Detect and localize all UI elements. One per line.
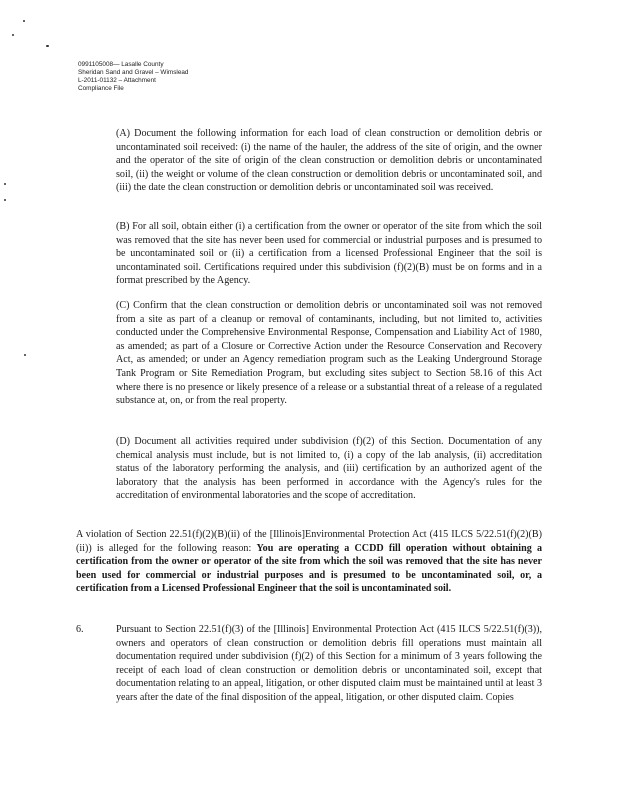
paragraph-d: (D) Document all activities required under subdivision (f)(2) of this Section. Documentation of any chemical analysis must include, but is not limited to, (i) a copy of the lab analysis, (ii) accreditation status of the laboratory performing the analysis, and (iii) certification by an authorized agent of the laboratory that the analysis has been performed in accordance with the Agency's rules for the accreditation of environmental laboratories and the scope of accreditation.	[116, 436, 542, 502]
document-header	[78, 61, 188, 93]
header-line-file: Compliance File	[78, 85, 124, 92]
violation-reason: You are operating a CCDD fill operation without obtaining a certification from the owner or operator of the site from which the soil was removed that the site has never been used for commercial or industrial purposes and is presumed to be uncontaminated soil, or, a certification from a Licensed Professional Engineer that the soil is uncontaminated soil.	[76, 542, 543, 595]
paragraph-a: (A) Document the following information for each load of clean construction or demolition debris or uncontaminated soil received: (i) the name of the hauler, the address of the site of origin, and the owner and the operator of the site of origin of the clean construction or demolition debris or uncontaminated soil, (ii) the weight or volume of the clean construction or demolition debris or uncontaminated soil, and (iii) the date the clean construction or demolition debris or uncontaminated soil was received.	[116, 128, 542, 194]
scan-speck	[23, 20, 25, 22]
scan-speck	[12, 34, 14, 36]
scan-speck	[24, 354, 26, 356]
scan-speck	[46, 45, 49, 47]
header-line-site: 0991105008— Lasalle County	[78, 61, 164, 68]
paragraph-b: (B) For all soil, obtain either (i) a certification from the owner or operator of the site from which the soil was removed that the site has never been used for commercial or industrial purposes and is presumed to be uncontaminated soil or (ii) a certification from a licensed Professional Engineer that the soil is uncontaminated soil. Certifications required under this subdivision (f)(2)(B) must be on forms and in a format prescribed by the Agency.	[116, 221, 542, 287]
item-number: 6.	[76, 624, 84, 635]
scan-speck	[4, 199, 6, 201]
violation-intro: A violation of Section 22.51(f)(2)(B)(ii) of the [Illinois]Environmental Protection Act (415 ILCS 5/22.51(f)(2)(B)(ii)) is alleged for the following reason:	[76, 529, 542, 554]
paragraph-c: (C) Confirm that the clean construction or demolition debris or uncontaminated soil was not removed from a site as part of a cleanup or removal of contaminants, including, but not limited to, activities conducted under the Comprehensive Environmental Response, Compensation and Liability Act of 1980, as amended; as part of a Closure or Corrective Action under the Resource Conservation and Recovery Act, as amended; or under an Agency remediation program such as the Leaking Underground Storage Tank Program or Site Remediation Program, but excluding sites subject to Section 58.16 of this Act where there is no presence or likely presence of a release or a substantial threat of a release of a regulated substance at, on, or from the real property.	[116, 300, 542, 407]
header-line-company: Sheridan Sand and Gravel – Wimslead	[78, 69, 189, 76]
scan-speck	[4, 183, 6, 185]
header-line-reference: L-2011-01132 – Attachment	[78, 77, 156, 84]
violation-paragraph	[76, 528, 542, 596]
item-text: Pursuant to Section 22.51(f)(3) of the [Illinois] Environmental Protection Act (415 ILCS 5/22.51(f)(3)), owners and operators of clean construction or demolition debris fill operations must maintain all documentation required under subdivision (f)(2) of this Section for a minimum of 3 years following the receipt of each load of clean construction or demolition debris or uncontaminated soil, except that documentation relating to an appeal, litigation, or other disputed claim must be maintained until at least 3 years after the date of the final disposition of the appeal, litigation, or other disputed claim. Copies	[116, 624, 542, 703]
